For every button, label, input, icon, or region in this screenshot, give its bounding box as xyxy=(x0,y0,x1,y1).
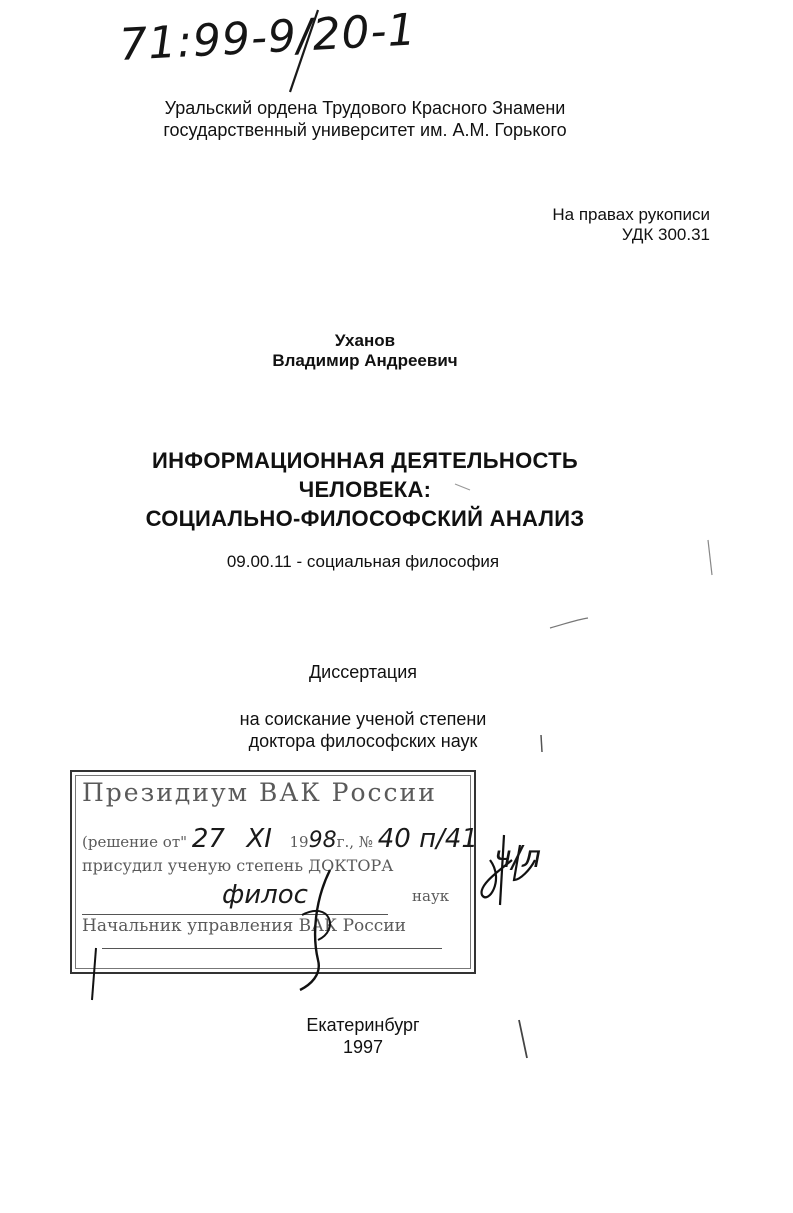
specialty-code: 09.00.11 - социальная философия xyxy=(226,552,500,571)
margin-mark-left xyxy=(92,948,96,1000)
stamp-year-suffix: 98 xyxy=(308,828,337,853)
place-and-year xyxy=(0,1014,726,1058)
stamp-field-handwritten: филос xyxy=(222,880,308,910)
stamp-sciences-word: наук xyxy=(412,887,450,905)
manuscript-rights: На правах рукописи xyxy=(552,205,710,224)
title-line-3: СОЦИАЛЬНО-ФИЛОСОФСКИЙ АНАЛИЗ xyxy=(145,506,585,531)
pencil-tick-title xyxy=(455,484,470,490)
stamp-decision-number: 40 п/41 xyxy=(377,824,478,854)
stamp-decision-day: 27 xyxy=(191,824,225,854)
degree-purpose-line-2: доктора философских наук xyxy=(248,731,478,751)
archive-code-slash-mark xyxy=(290,10,318,92)
handwritten-archive-code: 71:99-9/20-1 xyxy=(118,4,418,71)
degree-purpose-line-1: на соискание ученой степени xyxy=(239,709,487,729)
year: 1997 xyxy=(342,1037,384,1057)
stamp-decision-prefix: (решение от" xyxy=(82,833,188,851)
pencil-dash-right xyxy=(550,618,588,628)
stamp-presidium-line: Президиум ВАК России xyxy=(82,778,437,807)
stamp-awarded-degree: присудил ученую степень ДОКТОРА xyxy=(82,856,394,875)
signature-stroke-icon xyxy=(300,870,330,990)
stamp-decision-month: XI xyxy=(246,824,272,854)
institution-line-1: Уральский ордена Трудового Красного Знамени xyxy=(164,98,566,118)
dissertation-label: Диссертация xyxy=(308,662,418,682)
stamp-signature: ч/л xyxy=(494,840,542,875)
author-surname: Уханов xyxy=(334,331,396,350)
stamp-head-of-department: Начальник управления ВАК России xyxy=(82,916,406,936)
stamp-year-mark: г., № xyxy=(336,833,373,851)
title-line-2: ЧЕЛОВЕКА: xyxy=(298,477,432,502)
title-line-1: ИНФОРМАЦИОННАЯ ДЕЯТЕЛЬНОСТЬ xyxy=(152,448,578,473)
pencil-mark xyxy=(541,735,542,752)
udk-code: УДК 300.31 xyxy=(621,225,710,244)
city: Екатеринбург xyxy=(306,1015,420,1035)
pencil-mark-right xyxy=(708,540,712,575)
author-given-names: Владимир Андреевич xyxy=(272,351,458,370)
institution-line-2: государственный университет им. А.М. Горького xyxy=(163,120,567,140)
stamp-year-prefix: 19 xyxy=(289,833,309,851)
